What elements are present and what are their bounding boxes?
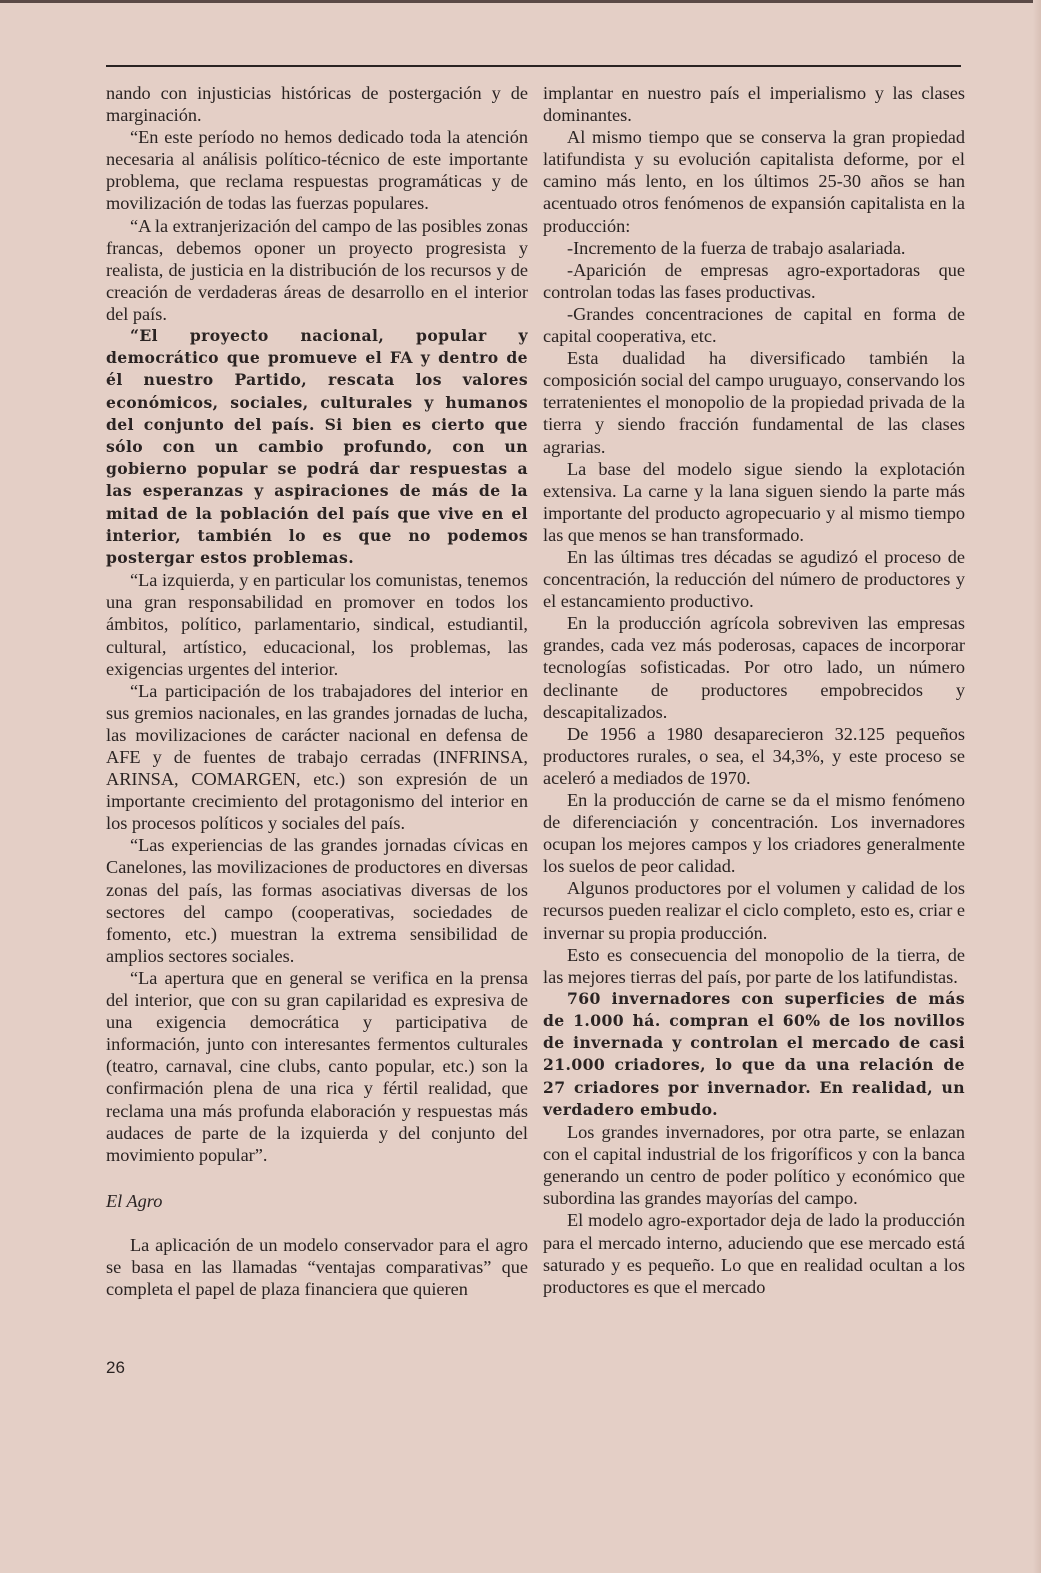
paragraph: La aplicación de un modelo conservador para el agro se basa en las llamadas “ventajas comparativas” que completa el papel de plaza financiera que quieren <box>106 1234 528 1300</box>
paragraph: “La apertura que en general se verifica en la prensa del interior, que con su gran capilaridad es expresiva de una exigencia democrática y participativa de información, junto con interesantes fermentos culturales (teatro, carnaval, cine clubs, canto popular, etc.) son la confirmación plena de una rica y fértil realidad, que reclama una más profunda elaboración y respuestas más audaces de parte de la izquierda y del conjunto del movimiento popular”. <box>106 967 528 1165</box>
paragraph: “La izquierda, y en particular los comunistas, tenemos una gran responsabilidad en promover en todos los ámbitos, político, parlamentario, sindical, estudiantil, cultural, artístico, educacional, los problemas, las exigencias urgentes del interior. <box>106 570 528 679</box>
paragraph: “Las experiencias de las grandes jornadas cívicas en Canelones, las movilizaciones de productores en diversas zonas del país, las formas asociativas diversas de los sectores del campo (cooperativas, sociedades de fomento, etc.) muestran la extrema sensibilidad de amplios sectores sociales. <box>106 835 528 966</box>
paragraph: Los grandes invernadores, por otra parte, se enlazan con el capital industrial de los frigoríficos y con la banca generando un centro de poder político y económico que subordina las grandes mayorías del campo. <box>543 1122 965 1209</box>
paragraph: -Incremento de la fuerza de trabajo asalariada. <box>567 237 906 258</box>
page-right-edge <box>1033 0 1041 1573</box>
paragraph: Esta dualidad ha diversificado también la composición social del campo uruguayo, conservando los terratenientes el monopolio de la propiedad privada de la tierra y siendo fracción fundamental de las clases agrarias. <box>543 348 965 457</box>
paragraph: De 1956 a 1980 desaparecieron 32.125 pequeños productores rurales, o sea, el 34,3%, y este proceso se aceleró a mediados de 1970. <box>543 723 965 788</box>
right-text-column <box>543 82 965 1298</box>
paragraph: “A la extranjerización del campo de las posibles zonas francas, debemos oponer un proyecto progresista y realista, de justicia en la distribución de los recursos y de creación de verdaderas áreas de desarrollo en el interior del país. <box>106 215 528 324</box>
paragraph: En la producción agrícola sobreviven las empresas grandes, cada vez más poderosas, capaces de incorporar tecnologías sofisticadas. Por otro lado, un número declinante de productores empobrecidos y descapitalizados. <box>543 613 965 722</box>
paragraph: Algunos productores por el volumen y calidad de los recursos pueden realizar el ciclo completo, esto es, criar e invernar su propia producción. <box>543 878 965 943</box>
paragraph: “En este período no hemos dedicado toda la atención necesaria al análisis político-técnico de este importante problema, que reclama respuestas programáticas y de movilización de todas las fuerzas populares. <box>106 127 528 214</box>
paragraph: En las últimas tres décadas se agudizó el proceso de concentración, la reducción del número de productores y el estancamiento productivo. <box>543 546 965 612</box>
paragraph: En la producción de carne se da el mismo fenómeno de diferenciación y concentración. Los invernadores ocupan los mejores campos y los criadores generalmente los suelos de peor calidad. <box>543 790 965 877</box>
bold-paragraph: 760 invernadores con superficies de más de 1.000 há. compran el 60% de los novillos de invernada y controlan el mercado de casi 21.000 criadores, lo que da una relación de 27 criadores por invernador. En realidad, un verdadero embudo. <box>543 988 965 1119</box>
paragraph: La base del modelo sigue siendo la explotación extensiva. La carne y la lana siguen siendo la parte más importante del producto agropecuario y al mismo tiempo las que menos se han transformado. <box>543 458 965 545</box>
paragraph: “La participación de los trabajadores del interior en sus gremios nacionales, en las grandes jornadas de lucha, las movilizaciones de carácter nacional en defensa de AFE y de fuentes de trabajo cerradas (INFRINSA, ARINSA, COMARGEN, etc.) son expresión de un importante crecimiento del protagonismo del interior en los procesos políticos y sociales del país. <box>106 680 528 834</box>
left-text-column <box>106 82 528 1300</box>
bold-paragraph: “El proyecto nacional, popular y democrático que promueve el FA y dentro de él nuestro Partido, rescata los valores económicos, sociales, culturales y humanos del conjunto del país. Si bien es cierto que sólo con un cambio profundo, con un gobierno popular se podrá dar respuestas a las esperanzas y aspiraciones de más de la mitad de la población del país que vive en el interior, también lo es que no podemos postergar estos problemas. <box>106 326 528 568</box>
page-top-edge <box>0 0 1041 3</box>
page-number: 26 <box>106 1358 125 1377</box>
paragraph: Esto es consecuencia del monopolio de la tierra, de las mejores tierras del país, por parte de los latifundistas. <box>543 944 965 987</box>
paragraph: implantar en nuestro país el imperialismo y las clases dominantes. <box>543 83 965 126</box>
paragraph: -Grandes concentraciones de capital en forma de capital cooperativa, etc. <box>543 303 965 347</box>
header-rule <box>106 65 961 67</box>
paragraph: nando con injusticias históricas de postergación y de marginación. <box>106 83 528 126</box>
paragraph: -Aparición de empresas agro-exportadoras que controlan todas las fases productivas. <box>543 259 965 302</box>
paragraph: El modelo agro-exportador deja de lado la producción para el mercado interno, aduciendo que ese mercado está saturado y es pequeño. Lo que en realidad ocultan a los productores es que el mercado <box>543 1210 965 1297</box>
paragraph: Al mismo tiempo que se conserva la gran propiedad latifundista y su evolución capitalista deforme, por el camino más lento, en los últimos 25-30 años se han acentuado otros fenómenos de expansión capitalista en la producción: <box>543 127 965 236</box>
section-heading: El Agro <box>106 1190 163 1211</box>
